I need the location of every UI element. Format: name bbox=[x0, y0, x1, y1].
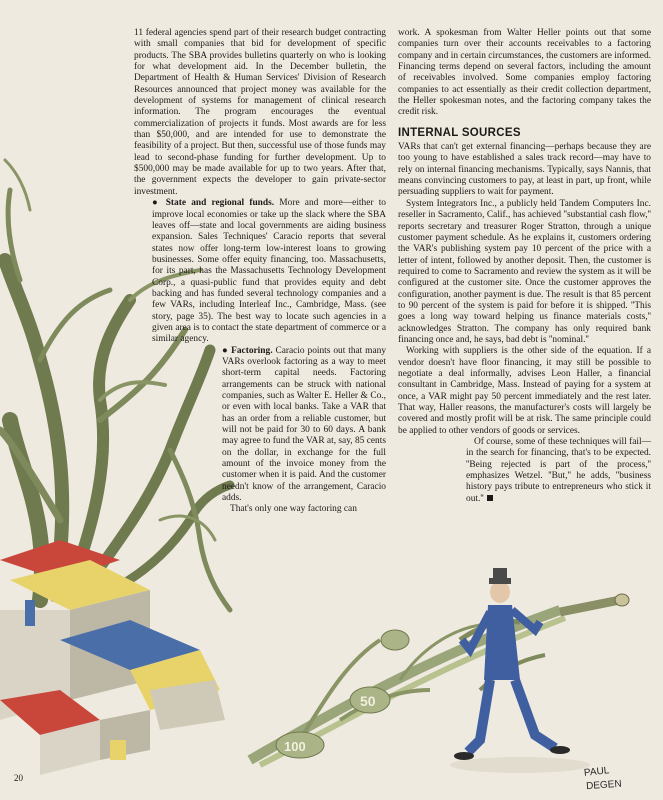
bullet-dot: ● bbox=[222, 345, 232, 356]
article-column-2 bbox=[398, 28, 651, 505]
col1-paragraph-1: 11 federal agencies spend part of their research budget contracting with small companies that bid for development of specific products. The SBA provides bulletins quarterly on who is looking for what development aid. In the December bulletin, the Department of Health & Human Services' Division of Research Resources announced that project money was available for the development of systems for management of clinical research information. The program encourages the eventual commercialization of projects it funds. Most awards are for less than $50,000, and are intended for use to demonstrate the feasibility of a project. But then, successful use of those funds may lead to second-phase funding for further development. Up to $500,000 may be made available for up to two years. After that, the government expects the developer to gain private-sector investment. bbox=[134, 28, 386, 197]
factoring-lead: Factoring. bbox=[231, 345, 273, 356]
article-column-1 bbox=[134, 28, 386, 516]
col2-paragraph-2: VARs that can't get external financing—perhaps because they are too young to have established a sales track record—may have to rely on internal financing mechanisms. Typically, says Nannis, that means convincing customers to pay, at least in part, up front, while persuading suppliers to wait for payment. bbox=[398, 142, 651, 198]
money-log bbox=[250, 594, 629, 765]
col2-paragraph-3: System Integrators Inc., a publicly held Tandem Computers Inc. reseller in Sacramento, Calif., has achieved ''substantial cash flow,'' reports secretary and treasurer Roger Stratton, through a unique customer payment schedule. As he explains it, customers ordering the VAR's publishing system pay 10 percent of the price with a letter of intent, followed by another deposit. Then, the customer is required to come to Sacramento and review the system as it will be configured at the customer site. Once the customer approves the configuration, another payment is due. The result is that 85 percent to 90 percent of the system is paid for before it is shipped. ''This goes a long way toward helping us finance materials costs,'' acknowledges Stratton. The company has only required bank financing once and, he says, bad debt is ''nominal.'' bbox=[398, 198, 651, 345]
state-funds-lead: State and regional funds. bbox=[165, 198, 275, 209]
col2-paragraph-1: work. A spokesman from Walter Heller points out that some companies turn over their accounts receivables to a factoring company and in certain circumstances, the customers are informed. Financing terms depend on several factors, including the amount of receivables involved. Some companies employ factoring companies to act essentially as their credit collection department, the Heller spokesman notes, and the factoring company takes the credit risk. bbox=[398, 28, 651, 118]
svg-text:DEGEN: DEGEN bbox=[585, 778, 623, 793]
section-heading-internal-sources: INTERNAL SOURCES bbox=[398, 126, 521, 139]
state-funds-text: More and more—either to improve local economies or take up the slack where the SBA leaves off—state and local governments are aiding business expansion. Sales Techniques' Caracio reports that several states now offer long-term low-interest loans to growing businesses. Some offer equity financing, too. Massachusetts, for its part, has the Massachusetts Technology Development Corp., a quasi-public fund that provides equity and debt backing and has funded several technology companies and a few VARs, including Interleaf Inc., Cambridge, Mass. (see story, page 35). The best way to locate such agencies in a given area is to contact the state department of commerce or a similar agency. bbox=[152, 198, 386, 345]
banknote-50: 50 bbox=[360, 693, 376, 709]
col1-closing-paragraph: That's only one way factoring can bbox=[230, 504, 357, 515]
col2-paragraph-4: Working with suppliers is the other side of the equation. If a vendor doesn't have floor financing, it may still be possible to negotiate a deal informally, advises Leon Haller, a financial consultant in Cambridge, Mass. Instead of paying for a system at once, a VAR might pay 50 percent immediately and the rest later. That way, Haller reasons, the manufacturer's costs will largely be covered and mostly profit will be at risk. The same principle could be applied to other vendors of goods or services. bbox=[398, 346, 651, 436]
ground-shadow bbox=[450, 757, 590, 773]
end-of-story-mark bbox=[487, 495, 493, 501]
artist-signature bbox=[582, 760, 630, 794]
col1-factoring-paragraph bbox=[222, 346, 386, 505]
factoring-text: Caracio points out that many VARs overlook factoring as a way to meet short-term capital needs. Factoring arrangements can be struck with national companies, such as Walter E. Heller & Co., or even with local banks. Take a VAR that has an order from a reliable customer, but will not be paid for 30 to 60 days. A bank may agree to fund the VAR at, say, 85 cents on the dollar, in exchange for the full amount of the invoice money from the customer when it is paid. And the customer needn't know of the arrangement, Caracio adds. bbox=[222, 345, 387, 504]
svg-text:PAUL: PAUL bbox=[583, 765, 610, 779]
page-number: 20 bbox=[14, 773, 23, 783]
bullet-dot: ● bbox=[152, 198, 166, 209]
building-base bbox=[0, 540, 225, 775]
businessman-figure bbox=[454, 568, 570, 760]
col2-paragraph-5 bbox=[466, 437, 651, 505]
banknote-100: 100 bbox=[284, 739, 306, 754]
col2-paragraph-5-text: Of course, some of these techniques will fail—in the search for financing, that's to be expected. ''Being rejected is part of the process,'' emphasizes Wetzel. ''But,'' he adds, ''business history pays tribute to entrepreneurs who stick it out.'' bbox=[466, 437, 651, 504]
col1-state-funds-paragraph bbox=[152, 198, 386, 345]
